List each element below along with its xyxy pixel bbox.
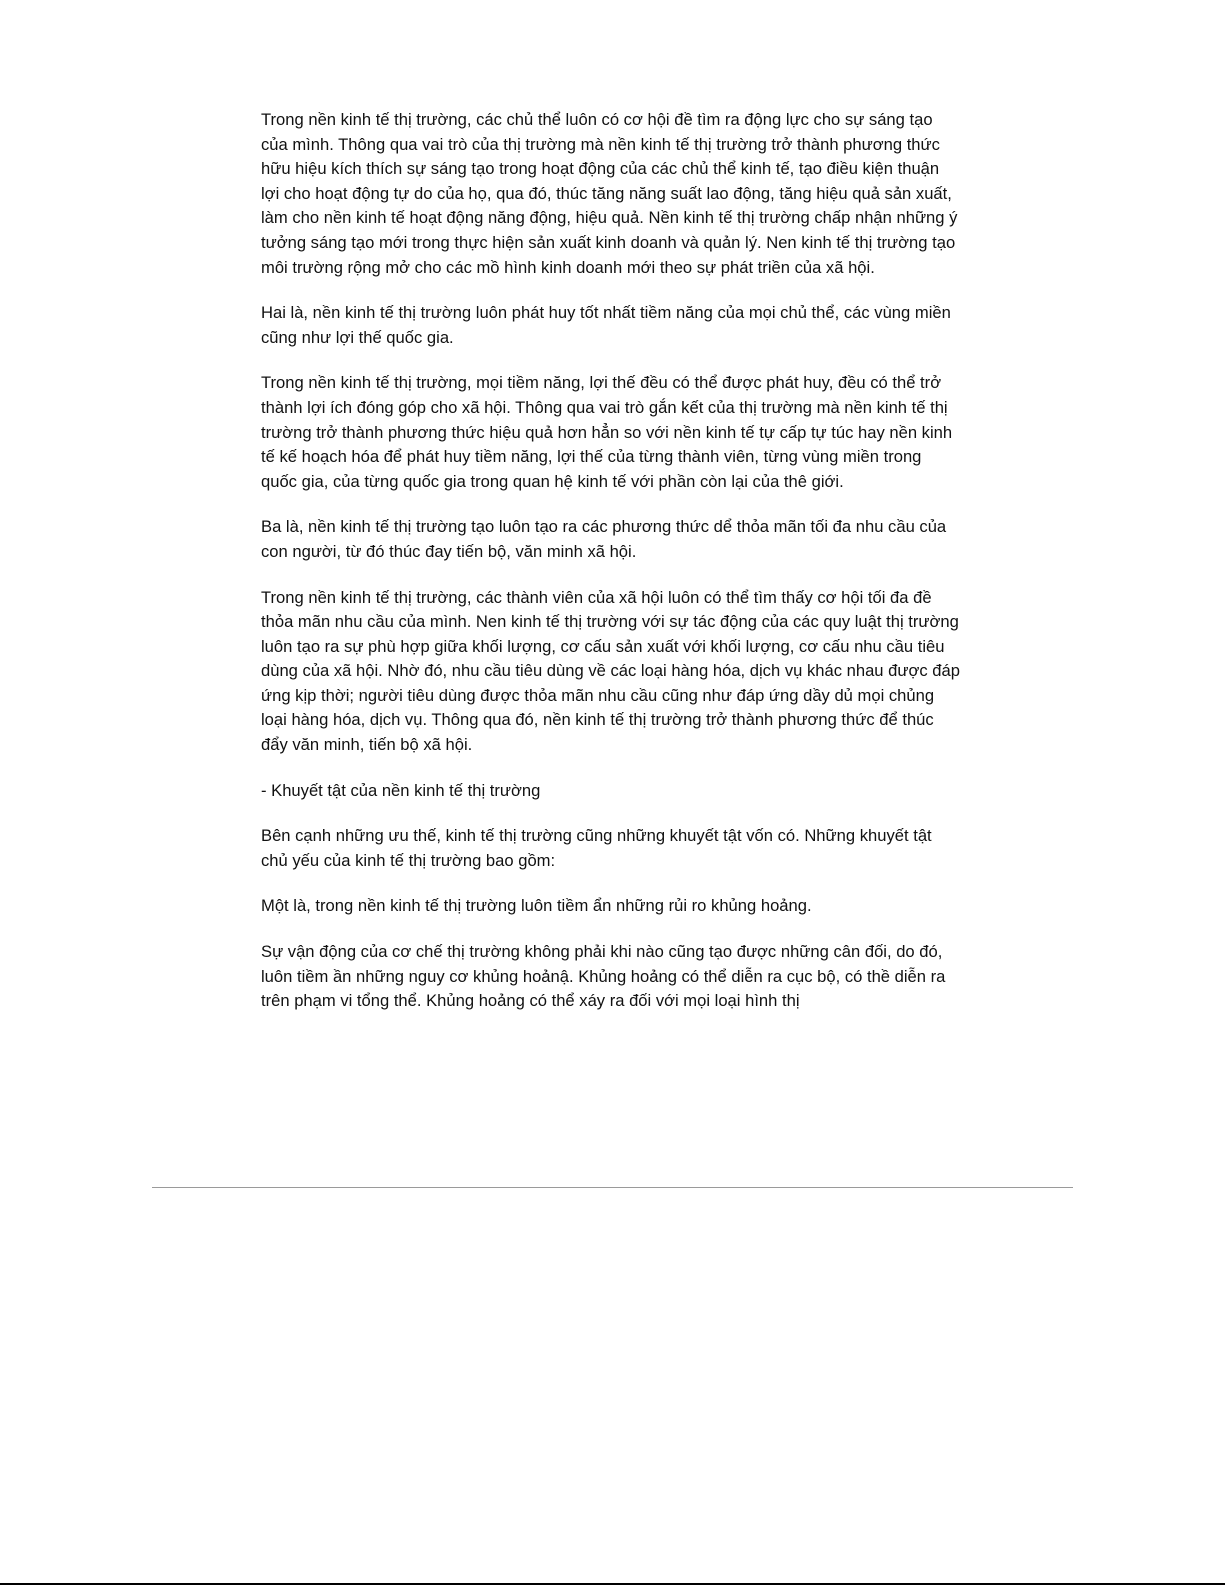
page-separator-line	[152, 1187, 1073, 1188]
paragraph-needs: Trong nền kinh tế thị trường, các thành viên của xã hội luôn có thể tìm thấy cơ hội tối đa đề thỏa mãn nhu cầu của mình. Nen kinh tế thị trường với sự tác động của các quy luật thị trường luôn tạo ra sự phù hợp giữa khối lượng, cơ cấu sản xuất với khối lượng, cơ cấu nhu cầu tiêu dùng của xã hội. Nhờ đó, nhu cầu tiêu dùng về các loại hàng hóa, dịch vụ khác nhau được đáp ứng kịp thời; người tiêu dùng được thỏa mãn nhu cầu cũng như đáp ứng dầy dủ mọi chủng loại hàng hóa, dịch vụ. Thông qua đó, nền kinh tế thị trường trở thành phương thức để thúc đẩy văn minh, tiến bộ xã hội.	[261, 587, 960, 755]
paragraph-third-advantage: Ba là, nền kinh tế thị trường tạo luôn tạo ra các phương thức dể thỏa mãn tối đa nhu cầu của con người, từ đó thúc đay tiến bộ, văn minh xã hội.	[261, 517, 947, 561]
paragraph-first-defect: Một là, trong nền kinh tế thị trường luôn tiềm ẩn những rủi ro khủng hoảng.	[261, 896, 812, 916]
paragraph-crisis: Sự vận động của cơ chế thị trường không phải khi nào cũng tạo được những cân đối, do đó, luôn tiềm ần những nguy cơ khủng hoảnậ. Khủng hoảng có thể diễn ra cục bộ, có thề diễn ra trên phạm vi tổng thể. Khủng hoảng có thể xáy ra đối với mọi loại hình thị	[261, 942, 946, 1011]
paragraph-defects-intro: Bên cạnh những ưu thế, kinh tế thị trường cũng những khuyết tật vốn có. Những khuyết tật chủ yếu của kinh tế thị trường bao gồm:	[261, 826, 932, 870]
text-column	[261, 108, 961, 1014]
paragraph-creativity: Trong nền kinh tế thị trường, các chủ thể luôn có cơ hội đề tìm ra động lực cho sự sáng tạo của mình. Thông qua vai trò của thị trường mà nền kinh tế thị trường trở thành phương thức hữu hiệu kích thích sự sáng tạo trong hoạt động của các chủ thể kinh tế, tạo điều kiện thuận lợi cho hoạt động tự do của họ, qua đó, thúc tăng năng suất lao động, tăng hiệu quả sản xuất, làm cho nền kinh tế hoạt động năng động, hiệu quả. Nền kinh tế thị trường chấp nhận những ý tưởng sáng tạo mới trong thực hiện sản xuất kinh doanh và quản lý. Nen kinh tế thị trường tạo môi trường rộng mở cho các mồ hình kinh doanh mới theo sự phát triền của xã hội.	[261, 110, 958, 277]
paragraph-potential: Trong nền kinh tế thị trường, mọi tiềm năng, lợi thế đều có thể được phát huy, đều có thể trở thành lợi ích đóng góp cho xã hội. Thông qua vai trò gắn kết của thị trường mà nền kinh tế thị trường trở thành phương thức hiệu quả hơn hẳn so với nền kinh tế tự cấp tự túc hay nền kinh tế kế hoạch hóa để phát huy tiềm năng, lợi thế của từng thành viên, từng vùng miền trong quốc gia, của từng quốc gia trong quan hệ kinh tế với phần còn lại của thê giới.	[261, 373, 953, 491]
paragraph-second-advantage: Hai là, nền kinh tế thị trường luôn phát huy tốt nhất tiềm năng của mọi chủ thể, các vùng miền cũng như lợi thế quốc gia.	[261, 303, 951, 347]
section-heading-defects: - Khuyết tật của nền kinh tế thị trường	[261, 780, 541, 800]
